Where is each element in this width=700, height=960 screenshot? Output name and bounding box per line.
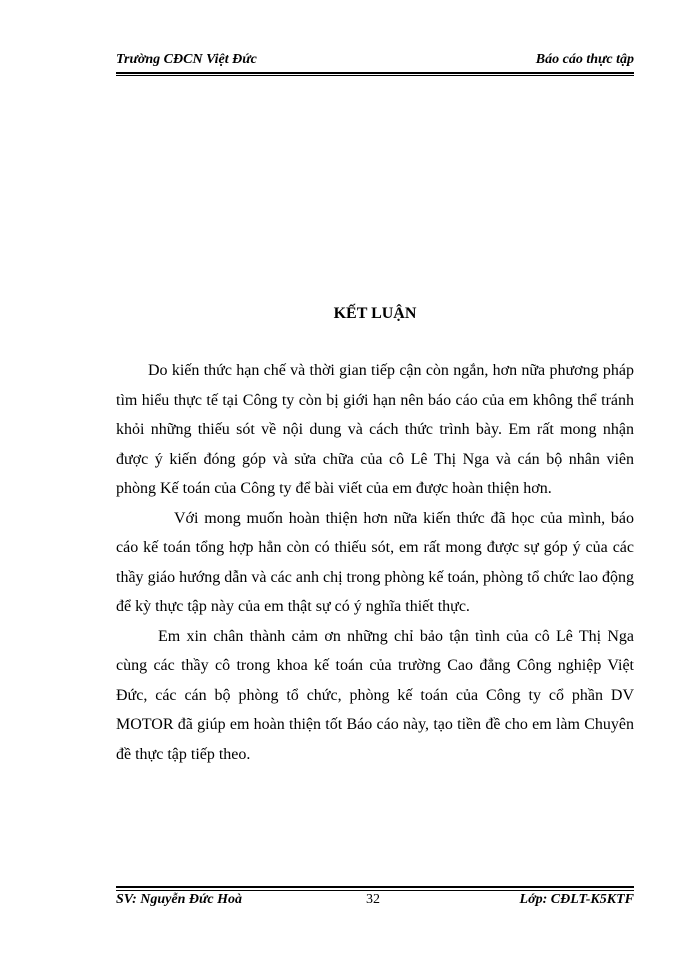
paragraph-3: Em xin chân thành cảm ơn những chỉ bảo tận tình của cô Lê Thị Nga cùng các thầy cô trong khoa kế toán của trường Cao đẳng Công nghiệp Việt Đức, các cán bộ phòng tổ chức, phòng kế toán của Công ty cổ phần DV MOTOR đã giúp em hoàn thiện tốt Báo cáo này, tạo tiền đề cho em làm Chuyên đề thực tập tiếp theo. (116, 627, 634, 763)
body-text (116, 356, 634, 769)
header-report-type: Báo cáo thực tập (535, 52, 634, 67)
header-divider (116, 75, 634, 76)
footer-divider (116, 886, 634, 888)
footer-student-name: SV: Nguyễn Đức Hoà (116, 892, 242, 907)
section-title: KẾT LUẬN (333, 305, 417, 322)
footer-divider-thin (116, 890, 634, 891)
header-school-name: Trường CĐCN Việt Đức (116, 52, 257, 67)
page-number: 32 (366, 892, 380, 907)
page-footer (116, 892, 634, 912)
footer-class-code: Lớp: CĐLT-K5KTF (519, 892, 634, 907)
paragraph-1: Do kiến thức hạn chế và thời gian tiếp cận còn ngắn, hơn nữa phương pháp tìm hiểu thực tế tại Công ty còn bị giới hạn nên báo cáo của em không thể tránh khỏi những thiếu sót về nội dung và cách thức trình bày. Em rất mong nhận được ý kiến đóng góp và sửa chữa của cô Lê Thị Nga và cán bộ nhân viên phòng Kế toán của Công ty để bài viết của em được hoàn thiện hơn. (116, 362, 634, 497)
paragraph-2: Với mong muốn hoàn thiện hơn nữa kiến thức đã học của mình, báo cáo kế toán tổng hợp hẳn còn có thiếu sót, em rất mong được sự góp ý của các thầy giáo hướng dẫn và các anh chị trong phòng kế toán, phòng tổ chức lao động để kỳ thực tập này của em thật sự có ý nghĩa thiết thực. (116, 509, 634, 615)
page-header (116, 52, 634, 74)
